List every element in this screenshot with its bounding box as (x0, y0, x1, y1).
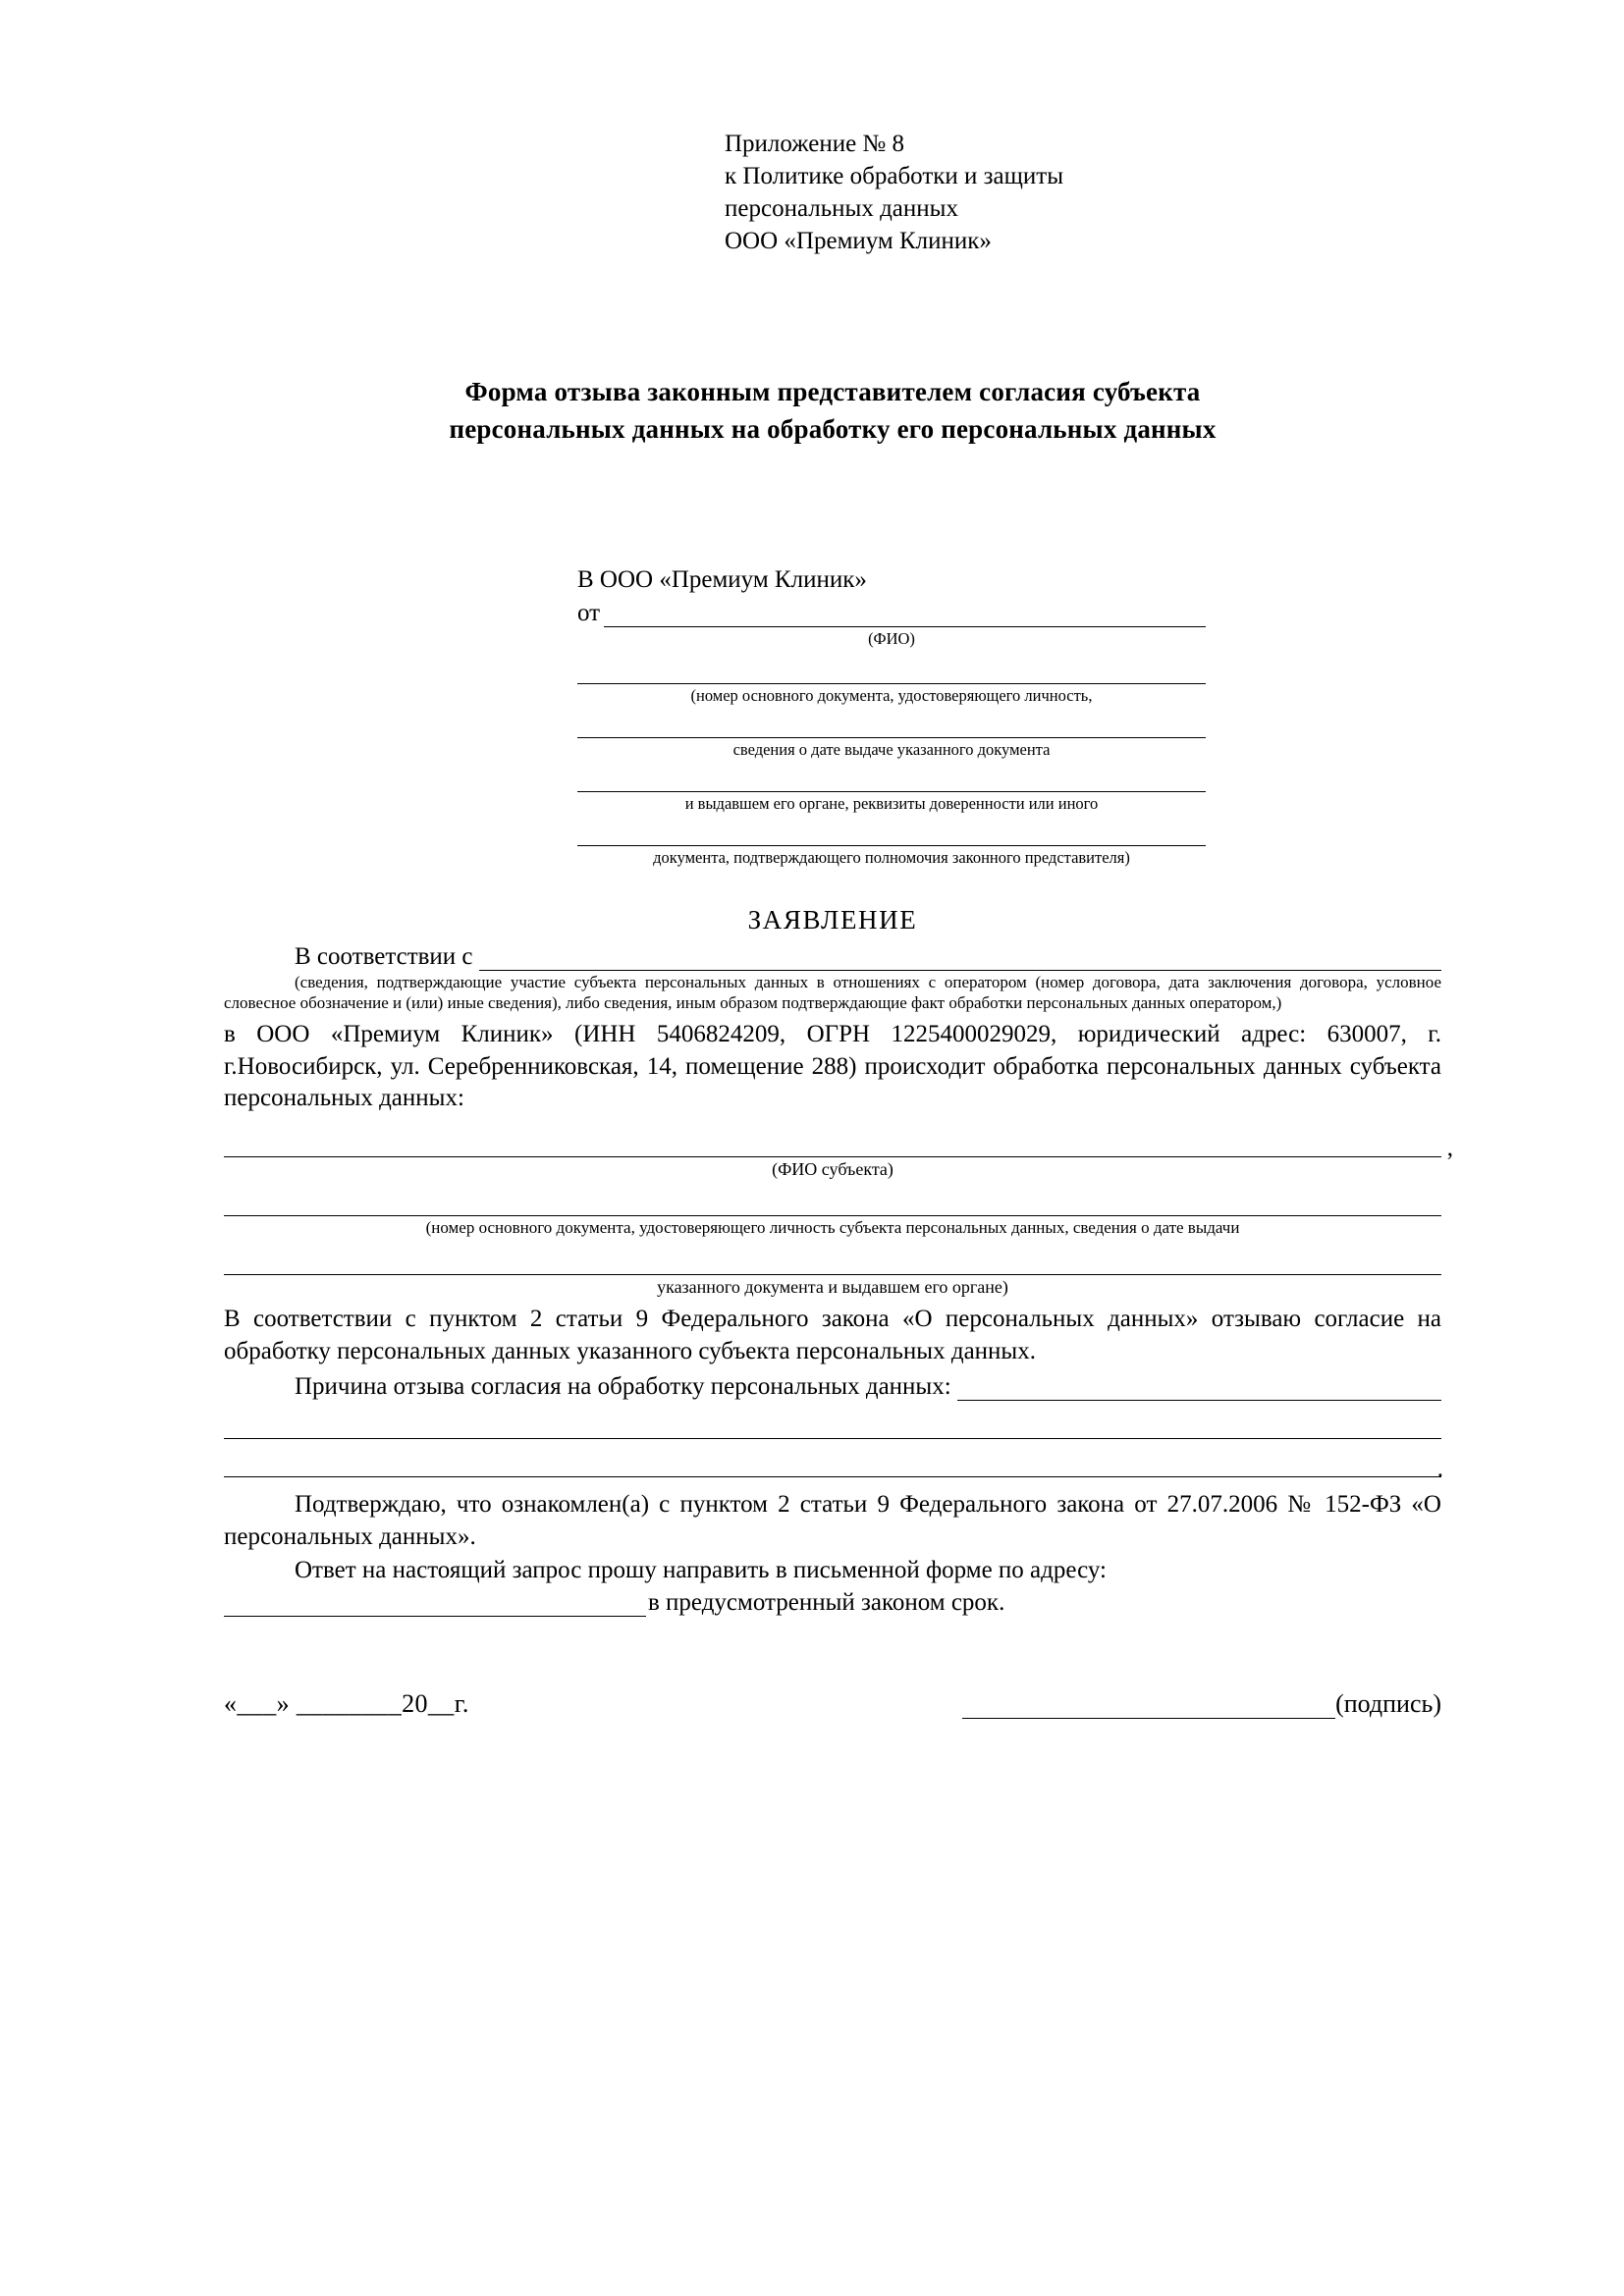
caption-subject-fio: (ФИО субъекта) (772, 1158, 893, 1179)
reason-input-3[interactable] (224, 1447, 1443, 1483)
rep-document-input-1[interactable] (577, 656, 1206, 684)
appendix-header-line-4: ООО «Премиум Клиник» (725, 228, 992, 254)
accordance-note: (сведения, подтверждающие участие субъекта персональных данных в отношениях с оператором (номер договора, дата заключения договора, условное словесное обозначение и (или) иные сведения), либо сведения, иным образом подтверждающие факт обработки персональных данных оператором,) (224, 972, 1441, 1012)
appendix-header (725, 128, 1441, 257)
answer-address-tail: в предусмотренный законом срок. (648, 1588, 1005, 1616)
addressee-block (577, 566, 1206, 868)
appendix-header-line-2: к Политике обработки и защиты (725, 163, 1064, 189)
addressee-organization: В ООО «Премиум Клиник» (577, 565, 867, 593)
signature-caption: (подпись) (1335, 1688, 1441, 1718)
reason-input-1[interactable] (957, 1375, 1441, 1401)
from-label: от (577, 599, 601, 626)
accordance-input[interactable] (479, 945, 1441, 971)
answer-address-input[interactable] (224, 1589, 646, 1617)
page-title-line-2: персональных данных на обработку его персональных данных (449, 414, 1217, 445)
rep-document-input-2[interactable] (577, 710, 1206, 738)
confirm-paragraph: Подтверждаю, что ознакомлен(а) с пунктом 2 статьи 9 Федерального закона от 27.07.2006 № 152-ФЗ «О персональных данных». (224, 1491, 1441, 1550)
answer-address-row (224, 1589, 1441, 1617)
accordance-row (224, 943, 1441, 971)
revoke-paragraph: В соответствии с пунктом 2 статьи 9 Федерального закона «О персональных данных» отзываю согласие на обработку персональных данных указанного субъекта персональных данных. (224, 1306, 1441, 1364)
rep-document-input-3[interactable] (577, 764, 1206, 792)
caption-rep-document-4: документа, подтверждающего полномочия законного представителя) (653, 847, 1130, 867)
statement-heading: ЗАЯВЛЕНИЕ (747, 904, 918, 934)
signature-row (224, 1689, 1441, 1719)
accordance-label: В соответствии с (295, 942, 473, 970)
reason-end-dot: . (1436, 1456, 1443, 1483)
caption-rep-document-3: и выдавшем его органе, реквизиты доверенности или иного (684, 794, 1099, 814)
subject-fio-comma: , (1446, 1134, 1453, 1161)
from-fio-input[interactable] (604, 602, 1206, 627)
caption-subject-document-1: (номер основного документа, удостоверяющего личность субъекта персональных данных, сведения о дате выдачи (425, 1218, 1240, 1238)
answer-paragraph: Ответ на настоящий запрос прошу направить в письменной форме по адресу: (295, 1557, 1107, 1584)
caption-rep-document-1: (номер основного документа, удостоверяющего личность, (690, 686, 1093, 706)
subject-fio-input[interactable] (224, 1127, 1453, 1161)
reason-input-2[interactable] (224, 1409, 1441, 1439)
caption-rep-document-2: сведения о дате выдаче указанного документа (732, 740, 1051, 760)
reason-label: Причина отзыва согласия на обработку персональных данных: (295, 1373, 951, 1401)
page-title-line-1: Форма отзыва законным представителем согласия субъекта (464, 377, 1201, 406)
reason-row (224, 1373, 1441, 1401)
signature-input[interactable] (962, 1692, 1335, 1719)
operator-paragraph: в ООО «Премиум Клиник» (ИНН 5406824209, ОГРН 1225400029029, юридический адрес: 630007, г. г.Новосибирск, ул. Серебренниковская, 14, помещение 288) происходит обработка персональных данных субъекта персональных данных: (224, 1021, 1441, 1112)
caption-subject-document-2: указанного документа и выдавшем его органе) (657, 1276, 1008, 1297)
date-field[interactable]: «___» ________20__г. (224, 1688, 469, 1718)
page-title (224, 373, 1441, 449)
signature-field-group (962, 1689, 1441, 1719)
appendix-header-line-1: Приложение № 8 (725, 131, 905, 157)
document-body (224, 128, 1453, 1719)
subject-document-input-1[interactable] (224, 1186, 1441, 1216)
subject-document-input-2[interactable] (224, 1245, 1441, 1275)
caption-fio: (ФИО) (868, 628, 915, 648)
appendix-header-line-3: персональных данных (725, 195, 958, 222)
from-row (577, 600, 1206, 627)
rep-document-input-4[interactable] (577, 818, 1206, 846)
